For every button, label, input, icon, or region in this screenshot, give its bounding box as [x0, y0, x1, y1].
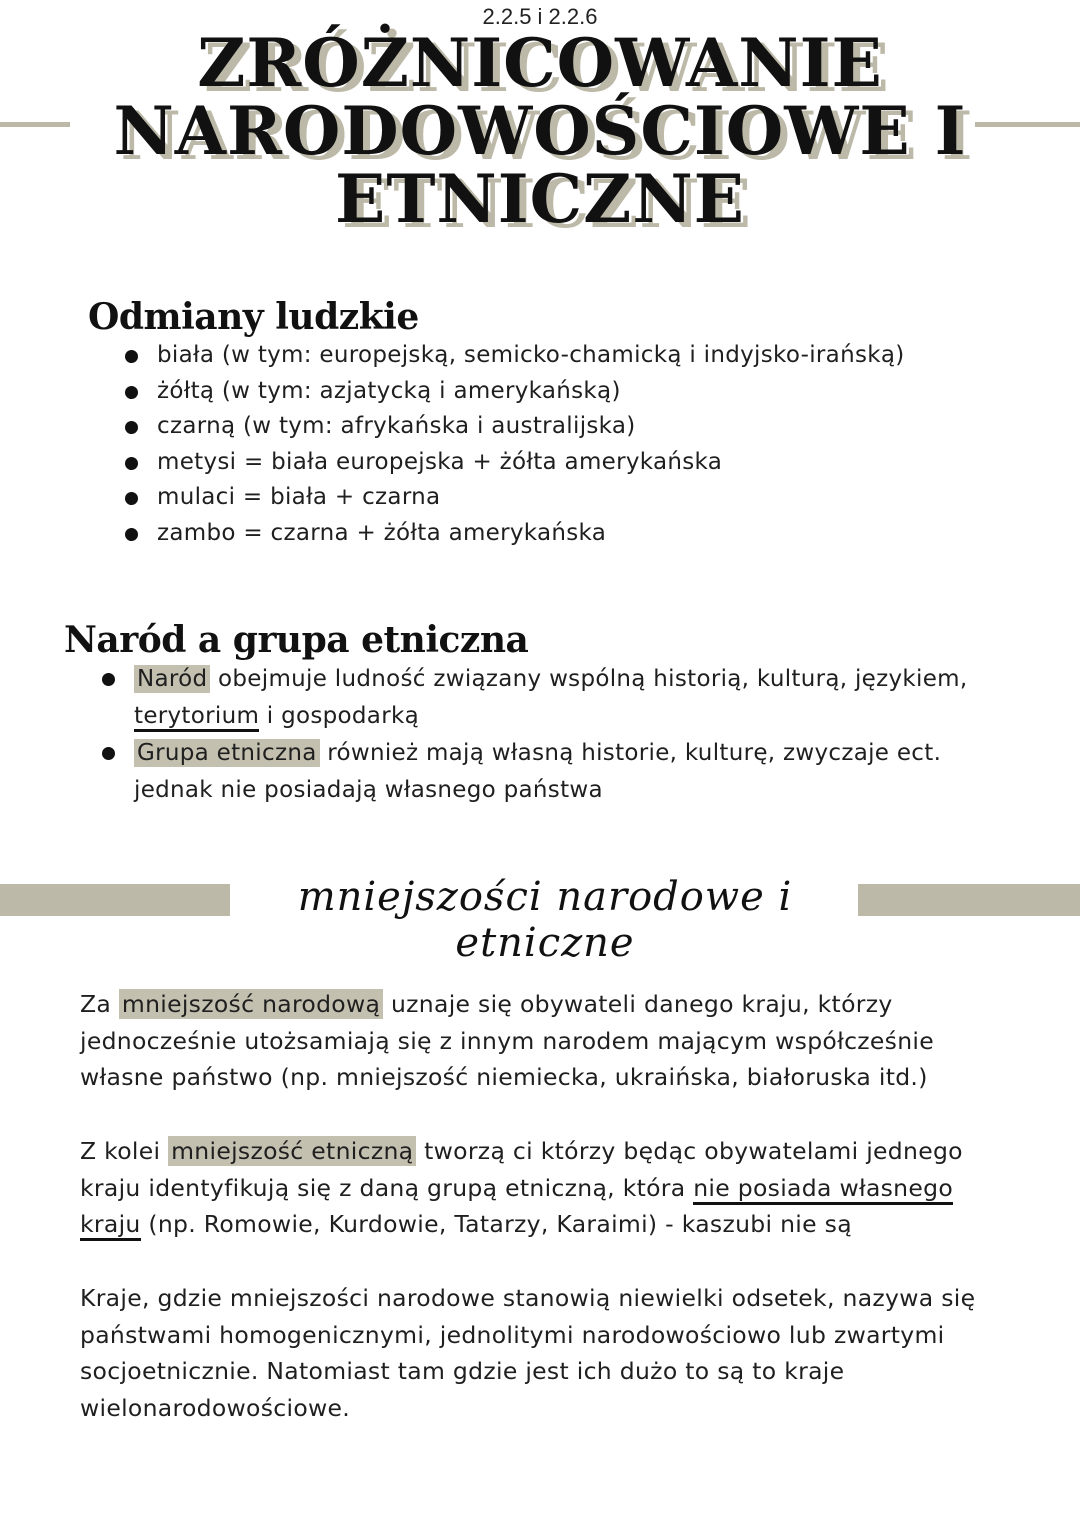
underlined-nie-posiada: nie posiada własnego kraju — [80, 1174, 953, 1242]
term-grupa-etniczna: Grupa etniczna — [134, 739, 320, 767]
banner-title: mniejszości narodowe i etniczne — [297, 874, 793, 966]
page-title-line-2: NARODOWOŚCIOWE I — [113, 92, 967, 170]
bullet-icon — [125, 421, 138, 434]
term-narod: Naród — [134, 665, 210, 693]
bullet-icon — [102, 747, 115, 760]
list-item: biała (w tym: europejską, semicko-chamicką i indyjsko-irańską) — [157, 338, 1037, 374]
heading-narod-grupa: Naród a grupa etniczna — [64, 619, 529, 661]
page-title-line-3: ETNICZNE — [335, 160, 745, 238]
title-deco-line-right — [975, 122, 1080, 127]
bullet-icon — [125, 528, 138, 541]
list-item: mulaci = biała + czarna — [157, 480, 1037, 516]
list-item: czarną (w tym: afrykańska i australijska) — [157, 409, 1037, 445]
term-mniejszosc-etniczna: mniejszość etniczną — [168, 1136, 416, 1166]
section-code: 2.2.5 i 2.2.6 — [482, 4, 598, 29]
heading-odmiany-ludzkie: Odmiany ludzkie — [88, 296, 419, 338]
list-item-narod: Naród obejmuje ludność związany wspólną historią, kulturą, językiem, terytorium i gospodarką — [134, 661, 1014, 735]
narod-list — [134, 661, 1014, 809]
paragraph-kraje: Kraje, gdzie mniejszości narodowe stanowią niewielki odsetek, nazywa się państwami homogenicznymi, jednolitymi narodowościowo lub zwartymi socjoetnicznie. Natomiast tam gdzie jest ich dużo to są to kraje wielonarodowościowe. — [80, 1284, 976, 1422]
bullet-icon — [125, 350, 138, 363]
bullet-icon — [102, 673, 115, 686]
page-title-line-1: ZRÓŻNICOWANIE — [197, 24, 883, 102]
paragraph-mniejszosc-etniczna: Z kolei mniejszość etniczną tworzą ci którzy będąc obywatelami jednego kraju identyfikują się z daną grupą etniczną, która nie posiada własnego kraju (np. Romowie, Kurdowie, Tatarzy, Karaimi) - kaszubi nie są — [80, 1133, 1020, 1243]
bullet-icon — [125, 386, 138, 399]
list-item: metysi = biała europejska + żółta amerykańska — [157, 445, 1037, 481]
banner-band-left — [0, 884, 230, 916]
list-item-grupa-etniczna: Grupa etniczna również mają własną historie, kulturę, zwyczaje ect. jednak nie posiadają własnego państwa — [134, 735, 1014, 809]
list-item: żółtą (w tym: azjatycką i amerykańską) — [157, 374, 1037, 410]
term-terytorium: terytorium — [134, 703, 259, 732]
bullet-icon — [125, 457, 138, 470]
odmiany-list — [157, 338, 1037, 551]
term-mniejszosc-narodowa: mniejszość narodową — [119, 989, 383, 1019]
paragraph-mniejszosc-narodowa: Za mniejszość narodową uznaje się obywateli danego kraju, którzy jednocześnie utożsamiają się z innym narodem mającym współcześnie własne państwo (np. mniejszość niemiecka, ukraińska, białoruska itd.) — [80, 990, 935, 1091]
list-item: zambo = czarna + żółta amerykańska — [157, 516, 1037, 552]
bullet-icon — [125, 492, 138, 505]
banner-band-right — [858, 884, 1080, 916]
